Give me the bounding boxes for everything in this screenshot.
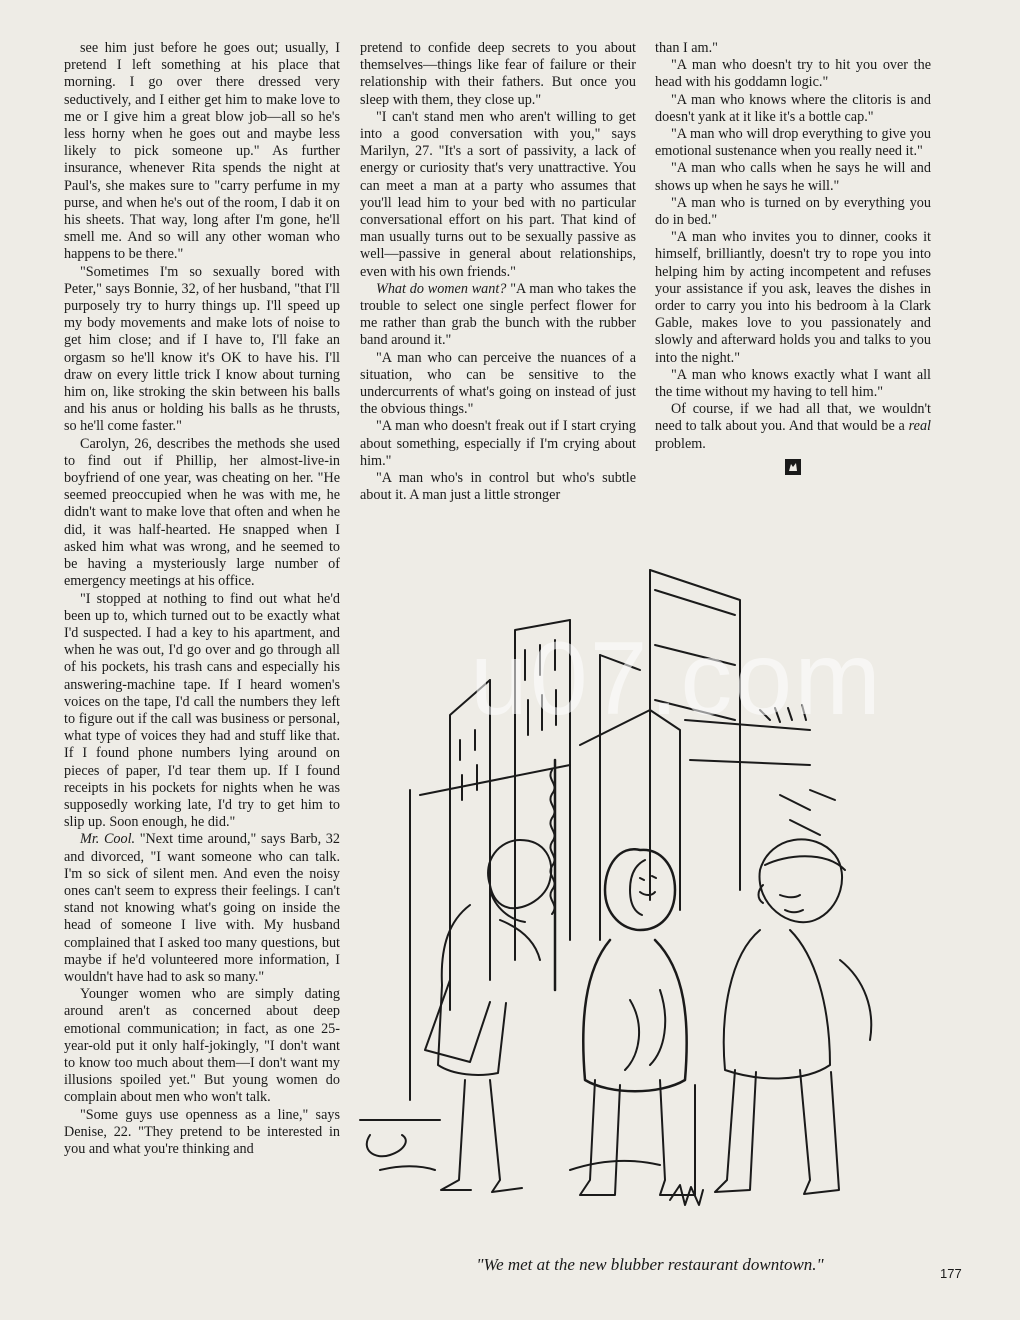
section-lead: What do women want? xyxy=(376,280,507,297)
paragraph: pretend to confide deep secrets to you about themselves—things like fear of failure or their relationship with their fathers. But once you sleep with them, they close up." xyxy=(360,40,636,108)
text-column-3 xyxy=(655,40,931,480)
paragraph: see him just before he goes out; usually, I pretend I left something at his place that morning. I go over there dressed very seductively, and I either get him to make love to me or I give him a great blow job—all so he's less horny when he goes out and maybe less likely to pick someone up." As further insurance, whenever Rita spends the night at Paul's, she makes sure to "carry perfume in my purse, and when he's out of the room, I dab it on his sheets. That way, long after I'm gone, he'll smell me. And so will any other woman who happens to be there." xyxy=(64,40,340,263)
paragraph: "I can't stand men who aren't willing to get into a good conversation with you," says Marilyn, 27. "It's a sort of passivity, a lack of energy or curiosity that's very unattractive. You can meet a man at a party who assumes that you'll lead him to your bed with no particular conversational effort on his part. That kind of man usually turns out to be sexually passive as well—passive in general about relationships, even with his own friends." xyxy=(360,108,636,280)
paragraph: "A man who can perceive the nuances of a situation, who can be sensitive to the undercurrents of what's going on instead of just the obvious things." xyxy=(360,349,636,418)
paragraph: "A man who is turned on by everything you do in bed." xyxy=(655,194,931,229)
paragraph: "I stopped at nothing to find out what he'd been up to, which turned out to be exactly what I'd suspected. I had a key to his apartment, and when he was out, I'd go over and go through all of his pockets, his trash cans and especially his answering-machine tape. If I heard women's voices on the tape, I'd call the numbers they left to figure out if the call was business or personal, what type of voices they had and stuff like that. If I found phone numbers lying around on pieces of paper, I'd tear them up. If I found receipts in his pockets for nights when he was supposedly working late, I'd try to get him to slip up. Soon enough, he did." xyxy=(64,590,340,831)
paragraph: "A man who calls when he says he will and shows up when he says he will." xyxy=(655,160,931,194)
watermark-text: u07.com xyxy=(470,621,883,737)
text-column-1 xyxy=(64,40,340,1158)
paragraph: What do women want? "A man who takes the trouble to select one single perfect flower for me rather than grab the bunch with the rubber band around it." xyxy=(360,280,636,349)
paragraph: "A man who will drop everything to give you emotional sustenance when you really need it." xyxy=(655,126,931,160)
page-number: 177 xyxy=(940,1266,962,1281)
paragraph: "A man who knows exactly what I want all the time without my having to tell him." xyxy=(655,366,931,401)
paragraph: "A man who doesn't freak out if I start crying about something, especially if I'm crying about him." xyxy=(360,418,636,469)
paragraph: "Some guys use openness as a line," says Denise, 22. "They pretend to be interested in you and what you're thinking and xyxy=(64,1106,340,1157)
paragraph: Younger women who are simply dating around aren't as concerned about deep emotional communication; in fact, as one 25-year-old put it only half-jokingly, "I don't want to know too much about them—I don't want my illusions spoiled yet." But young women do complain about men who won't talk. xyxy=(64,986,340,1106)
cartoon-caption: "We met at the new blubber restaurant downtown." xyxy=(476,1255,824,1274)
paragraph: "A man who's in control but who's subtle about it. A man just a little stronger xyxy=(360,470,636,504)
paragraph: "A man who knows where the clitoris is and doesn't yank at it like it's a bottle cap." xyxy=(655,91,931,125)
section-lead: Mr. Cool. xyxy=(80,831,136,848)
paragraph: Mr. Cool. "Next time around," says Barb, 32 and divorced, "I want someone who can talk. I'm so sick of silent men. And even the noisy ones can't seem to express their feelings. I can't stand not knowing what's going on inside the head of someone I live with. My husband complained that I asked too many questions, but maybe if he'd volunteered more information, I wouldn't have had to ask so many." xyxy=(64,831,340,985)
paragraph: "A man who doesn't try to hit you over the head with his goddamn logic." xyxy=(655,57,931,91)
paragraph: Carolyn, 26, describes the methods she used to find out if Phillip, her almost-live-in boyfriend of one year, was cheating on her. "He seemed preoccupied when he was with me, he didn't want to make love that often and when he did, it was half-hearted. He snapped when I asked him what was wrong, and he seemed to be having a mysteriously large number of emergency meetings at his office. xyxy=(64,435,340,590)
paragraph: "Sometimes I'm so sexually bored with Peter," says Bonnie, 32, of her husband, "that I'll purposely try to hurry things up. I'll speed up my body movements and make lots of noise to get him close; and if I have to, I'll fake an orgasm so he'll know it's OK to have his. I'll draw on every little trick I know about turning him on, like stroking the skin between his balls and his anus or holding his balls as he thrusts, so he'll come faster." xyxy=(64,263,340,435)
text-column-2 xyxy=(360,40,636,504)
end-mark-icon xyxy=(655,459,931,480)
paragraph: than I am." xyxy=(655,40,718,56)
paragraph: Of course, if we had all that, we wouldn't need to talk about you. And that would be a real problem. xyxy=(655,401,931,452)
paragraph: "A man who invites you to dinner, cooks it himself, brilliantly, doesn't try to rope you into helping him by acting incompetent and refuses your assistance if you ask, leaves the dishes in order to carry you into his bedroom à la Clark Gable, makes love to you passionately and slowly and afterward holds you and talks to you into the night." xyxy=(655,229,931,366)
